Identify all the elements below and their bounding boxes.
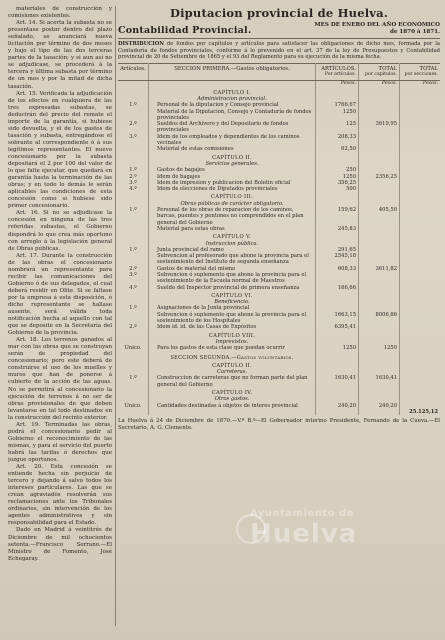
article-number: 2.º (118, 324, 149, 330)
article-number: 3.º (118, 134, 149, 147)
left-paragraph: Art. 14. Si acerta la subasta no se presentase postor dentro del plazo señalado, se anunciará nueva licitación por término de dos meses y bajo el tipo de las dos terceras partes de la tasación; y si aun así no se adjudicase, se procederá á la tercera y última subasta por término de un mes y por la mitad de dicha tasación. (8, 20, 112, 90)
line-description: Idem de los empleados y dependientes de los caminos vecinales (149, 134, 316, 147)
chapter-heading-row (118, 361, 440, 369)
amount-by-chapter (359, 134, 400, 147)
article-number: 1.º (118, 207, 149, 226)
fiscal-period (314, 22, 440, 36)
amount-by-article: 1630,41 (316, 375, 359, 388)
chapter-subtitle: Imprevistos. (149, 339, 316, 345)
chapter-heading: CAPÍTULO II. (149, 153, 316, 161)
amount-by-chapter: 1250 (359, 345, 400, 351)
amount-by-chapter: 1630,41 (359, 375, 400, 388)
ledger-row (118, 345, 440, 351)
line-description: Subvencion ó suplemento que abone la provincia para el sostenimiento de la Escuela normal de Maestros (149, 272, 316, 285)
amount-by-section (400, 312, 441, 325)
amount-by-section (400, 253, 441, 266)
col-por-articulos-title: ARTÍCULOS. (321, 65, 356, 72)
article-number: 1.º (118, 167, 149, 173)
amount-by-article: 166,66 (316, 285, 359, 291)
article-number: 3.º (118, 272, 149, 285)
amount-by-article: 6395,41 (316, 324, 359, 330)
chapter-heading-row (118, 291, 440, 299)
amount-by-article (316, 409, 359, 415)
ledger-row (118, 134, 440, 147)
left-text-column (8, 6, 112, 634)
article-number: 2.º (118, 121, 149, 134)
line-description: Gastos de bagajes (149, 167, 316, 173)
col-por-articulos (316, 63, 359, 81)
section-heading: SECCION SEGUNDA.—Gastos voluntarios. (149, 352, 316, 361)
pesos-label-2: Pesos. (359, 81, 400, 88)
ledger-body (118, 88, 440, 416)
line-description: Asignaciones de la Junta provincial (149, 305, 316, 311)
intro-body: de fondos por capítulos y artículos para satisfacer las obligaciones de dicho mes, formada por la Contaduría de fondos provinciales, conforme á lo prevenido en el art. 37 de la ley de Presupuestos y Contabilidad provincial de 20 de Setiembre de 1865 y el 93 del Reglamento para su ejecución de la misma fecha. (118, 41, 440, 61)
ledger-row (118, 403, 440, 409)
chapter-subtitle: Servicios generales. (149, 161, 316, 167)
line-description (149, 409, 316, 415)
col-total-general (400, 63, 441, 81)
amount-by-chapter (359, 253, 400, 266)
col-total (359, 63, 400, 81)
col-total-title: TOTAL (378, 65, 397, 72)
chapter-subtitle: Instruccion pública. (149, 241, 316, 247)
line-description: Subvencion ó suplemento que abone la provincia para el sostenimiento de los Hospitales (149, 312, 316, 325)
watermark-line2: Huelva (250, 519, 358, 549)
pesos-label-1: Pesos. (316, 81, 359, 88)
line-description: Idem id. id. de las Casas de Expósitos (149, 324, 316, 330)
section-heading-row (118, 352, 440, 361)
chapter-subtitle: Administracion provincial. (149, 96, 316, 102)
amount-by-article: 1250 (316, 109, 359, 122)
amount-by-chapter: 405,50 (359, 207, 400, 226)
amount-by-section (400, 109, 441, 122)
amount-by-article: 1663,15 (316, 312, 359, 325)
ledger-row (118, 312, 440, 325)
left-paragraph: Art. 17. Durante la construcción de las obras el concesionario nombrará un representante para recibir las comunicaciones del Gobierno ó de sus delegados, el cual deberá residir en Olite. Si se faltase por la empresa á esta disposición, ó dicho representante se hallase ausente, será válida toda notificación hecha al aquello con tal que se deposite en la Secretaría del Gobierno de la provincia. (8, 252, 112, 337)
line-description: Cantidades destinadas á objetos de interes provincial (149, 403, 316, 409)
amount-by-section (400, 207, 441, 226)
intro-paragraph (118, 41, 440, 61)
line-description: Sueldo del Inspector provincial de primera enseñanza (149, 285, 316, 291)
amount-by-section (400, 375, 441, 388)
fiscal-year: de 1870 á 1871. (389, 29, 440, 35)
left-paragraph: Art. 18. Los terrenos ganados al mar con las obras que se construyan serán de propiedad del concesionario; pero este deberá de construirse el uso de los muelles y muros que han de ponerse á cubierto de la acción de las aguas. No se permitirá al concesionario la ejecución de terrenos á no ser de obras provisionales de que deben levantarse en tal todo destinados en la construcción del recinto exterior. (8, 337, 112, 421)
chapter-heading: CAPÍTULO IV. (149, 388, 316, 396)
line-description: Personal de los obras de reparacion de los caminos, barcas, puentes y pontones no comprendidos en el plan general del Gobierno (149, 207, 316, 226)
left-paragraph: Art. 16. Si no se adjudicase la concesión en ninguna de las tres referidas subastas, el Gobierno dispondrá lo que crea más oportuno con arreglo á la legislación general de Obras públicas. (8, 210, 112, 252)
chapter-heading-row (118, 331, 440, 339)
left-paragraph: materiales de construcción y comisiones existentes. (8, 6, 112, 20)
chapter-heading: CAPÍTULO VI. (149, 291, 316, 299)
article-number (118, 409, 149, 415)
ledger-row (118, 253, 440, 266)
article-number (118, 109, 149, 122)
article-number: 1.º (118, 102, 149, 108)
page-title: Diputacion provincial de Huelva. (169, 6, 389, 20)
article-number: 4.º (118, 285, 149, 291)
left-paragraph: Dado en Madrid á veintitrés de Diciembre de mil ochocientos setenta.—Francisco Serrano.—El Ministro de Fomento, José Echegaray. (8, 527, 112, 562)
pesos-row (118, 81, 440, 88)
chapter-heading-row (118, 192, 440, 200)
chapter-subtitle: Otros gastos. (149, 396, 316, 402)
amount-by-article: 291,65 (316, 247, 359, 253)
line-description: Gastos de material del mismo (149, 266, 316, 272)
line-description: Para los gastos de esta clase que puedan ocurrir (149, 345, 316, 351)
chapter-heading-row (118, 388, 440, 396)
amount-by-article: 608,33 (316, 266, 359, 272)
col-total-general-title: TOTAL (419, 65, 438, 72)
chapter-subtitle: Beneficencia. (149, 299, 316, 305)
amount-by-article: 1250 (316, 174, 359, 180)
amount-by-article: 250 (316, 167, 359, 173)
grand-total-row (118, 409, 440, 415)
amount-by-article: 356,25 (316, 180, 359, 186)
ledger-row (118, 121, 440, 134)
amount-by-article: 240,20 (316, 403, 359, 409)
header-row (118, 22, 440, 36)
article-number: Unico. (118, 403, 149, 409)
fiscal-month: MES DE ENERO DEL AÑO ECONÓMICO (314, 22, 440, 28)
amount-by-chapter (359, 272, 400, 285)
col-total-sub: por capítulos. (365, 72, 397, 78)
main-column (118, 4, 440, 636)
line-description: Material de estas comisiones (149, 146, 316, 152)
ledger-table (118, 63, 440, 415)
amount-by-chapter: 2356,25 (359, 174, 400, 180)
left-paragraph: Art. 19. Terminadas las obras, podrá el concesionario pedir al Gobierno el reconocimiento de las mismas, y para el servicio del puerto habrá las tarifas ó derechos que juzgue oportunos. (8, 421, 112, 463)
amount-by-article: 2545,18 (316, 253, 359, 266)
ledger-row (118, 207, 440, 226)
chapter-heading: CAPÍTULO V. (149, 232, 316, 240)
chapter-heading-row (118, 88, 440, 96)
amount-by-article (316, 272, 359, 285)
line-description: Material de la Diputacion, Consejo y Contaduría de fondos provinciales (149, 109, 316, 122)
signature-footer: La Huelva á 24 de Diciembre de 1870.—V.º B.º—El Gobernador interino Presidente, Fernando de la Cueva.—El Secretario, A. G. Clemente. (118, 418, 440, 431)
article-number: 1.º (118, 305, 149, 311)
line-description: Material para estas obras (149, 226, 316, 232)
amount-by-chapter (359, 109, 400, 122)
amount-by-article: 500 (316, 186, 359, 192)
column-divider (115, 6, 116, 626)
ledger-header-row (118, 63, 440, 81)
col-por-articulos-sub: Por artículos. (324, 72, 356, 78)
col-articulos: Artículos. (118, 63, 149, 81)
amount-by-article: 125 (316, 121, 359, 134)
pesos-label-3: Pesos. (422, 81, 438, 87)
amount-by-section (400, 272, 441, 285)
amount-by-article: 159,62 (316, 207, 359, 226)
line-description: Personal de la diputacion y Consejo provincial (149, 102, 316, 108)
amount-by-article: 1250 (316, 345, 359, 351)
amount-by-section (400, 121, 441, 134)
article-number (118, 312, 149, 325)
article-number: 2.º (118, 174, 149, 180)
line-description: Idem de elecciones de Diputados provinciales (149, 186, 316, 192)
ledger-row (118, 272, 440, 285)
left-paragraph: Art. 20. Esta concesión se entiende hecha sin perjuicio de tercero y dejando á salvo todos los intereses particulares. Las que se crean agraviados resolverán sus reclamaciones ante los Tribunales ordinarios, sin intervención de los agentes administrativos y sin responsabilidad para el Estado. (8, 464, 112, 527)
amount-by-article: 62,50 (316, 146, 359, 152)
amount-by-section: 25.125,12 (409, 408, 438, 415)
chapter-heading-row (118, 153, 440, 161)
line-description: Idem de bagajes (149, 174, 316, 180)
article-number: 2.º (118, 266, 149, 272)
line-description: Construccion de carreteras que no forman parte del plan general del Gobierno (149, 375, 316, 388)
section-subtitle: Contabilidad Provincial. (118, 25, 252, 36)
article-number: Unico. (118, 345, 149, 351)
col-seccion: SECCION PRIMERA.—Gastos obligatorios. (149, 63, 316, 81)
amount-by-chapter: 3619,95 (359, 121, 400, 134)
chapter-subtitle: Obras públicas de carácter obligatorio. (149, 201, 316, 207)
chapter-subtitle: Carreteras. (149, 369, 316, 375)
watermark-line1: Ayuntamiento de (250, 508, 354, 519)
amount-by-chapter (359, 409, 400, 415)
header-rule (118, 38, 440, 39)
chapter-heading: CAPÍTULO II. (149, 361, 316, 369)
article-number: 1.º (118, 375, 149, 388)
chapter-heading: CAPÍTULO III. (149, 192, 316, 200)
chapter-heading-row (118, 232, 440, 240)
chapter-heading: CAPÍTULO I. (149, 88, 316, 96)
ledger-row (118, 375, 440, 388)
col-total-general-sub: por secciones. (404, 72, 438, 78)
article-number: 1.º (118, 247, 149, 253)
amount-by-article: 208,33 (316, 134, 359, 147)
amount-by-chapter: 240,20 (359, 403, 400, 409)
line-description: Junta provincial del ramo (149, 247, 316, 253)
line-description: Subvencion al profesorado que abone la provincia para el sostenimiento del Instituto de segunda enseñanza (149, 253, 316, 266)
article-number: 3.º (118, 180, 149, 186)
amount-by-chapter: 3611,82 (359, 266, 400, 272)
line-description: Sueldos del Archivero y del Depositario de fondos provinciales (149, 121, 316, 134)
article-number (118, 253, 149, 266)
article-number: 4.º (118, 186, 149, 192)
amount-by-article: 245,83 (316, 226, 359, 232)
ledger-row (118, 109, 440, 122)
intro-lead: DISTRIBUCION (118, 41, 164, 47)
amount-by-chapter: 8006,86 (359, 312, 400, 325)
line-description: Idem de impresion y publicacion del Boletin oficial (149, 180, 316, 186)
left-paragraph: Art. 15. Verificada la adjudicación de los efectos en cualquiera de las tres expresadas subastas, se deducirán del precio del remate el importe de la garantía, si hubiese sido devuelta, y el de los gastos de tasación y subasta, entregándose el sobrante al correspondiente ó á sus legítimos representantes. El nuevo concesionario por la subasta depositará el 2 por 100 del valor de lo que falte ejecutar, que quedará en garantía hasta la terminación de las obras; y en todo lo demás le serán aplicables las condiciones de esta concesión como si hubiese sido primer concesionario. (8, 90, 112, 210)
amount-by-article: 1766,67 (316, 102, 359, 108)
chapter-heading: CAPÍTULO VIII. (149, 331, 316, 339)
amount-by-section (400, 134, 441, 147)
